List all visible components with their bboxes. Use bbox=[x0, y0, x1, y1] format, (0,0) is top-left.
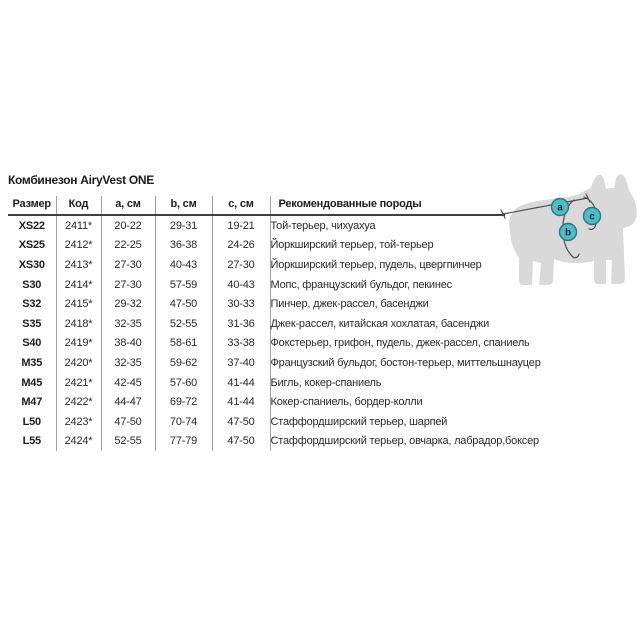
table-row bbox=[8, 236, 505, 256]
b-cm-cell: 29-31 bbox=[155, 215, 212, 236]
a-cm-cell: 38-40 bbox=[101, 334, 155, 354]
b-cm-cell: 36-38 bbox=[155, 236, 212, 256]
breeds-cell: Джек-рассел, китайская хохлатая, басенджи bbox=[270, 317, 490, 330]
header-b-cm: b, см bbox=[155, 196, 212, 215]
code-cell: 2415* bbox=[56, 294, 101, 314]
c-cm-cell: 33-38 bbox=[212, 334, 270, 354]
a-cm-cell: 42-45 bbox=[101, 373, 155, 393]
a-cm-cell: 52-55 bbox=[101, 432, 155, 452]
breeds-cell: Стаффордширский терьер, шарпей bbox=[270, 415, 448, 428]
size-table bbox=[8, 196, 541, 451]
b-cm-cell: 52-55 bbox=[155, 314, 212, 334]
code-cell: 2412* bbox=[56, 236, 101, 256]
code-cell: 2423* bbox=[56, 412, 101, 432]
table-row bbox=[8, 255, 505, 275]
table-row bbox=[8, 275, 505, 295]
point-b-label: b bbox=[564, 227, 572, 239]
point-c-label: c bbox=[589, 211, 595, 223]
size-cell: S35 bbox=[8, 314, 56, 334]
c-cm-cell: 19-21 bbox=[212, 215, 270, 236]
breeds-cell: Пинчер, джек-рассел, басенджи bbox=[270, 298, 429, 311]
a-cm-cell: 32-35 bbox=[101, 314, 155, 334]
header-size: Размер bbox=[8, 196, 56, 215]
b-cm-cell: 77-79 bbox=[155, 432, 212, 452]
a-cm-cell: 44-47 bbox=[101, 392, 155, 412]
breeds-cell: Фокстерьер, грифон, пудель, джек-рассел, спаниель bbox=[270, 337, 530, 350]
size-cell: S32 bbox=[8, 294, 56, 314]
size-cell: XS22 bbox=[8, 215, 56, 236]
point-a-label: a bbox=[557, 202, 563, 214]
a-cm-cell: 27-30 bbox=[101, 275, 155, 295]
b-cm-cell: 57-59 bbox=[155, 275, 212, 295]
code-cell: 2414* bbox=[56, 275, 101, 295]
size-cell: S40 bbox=[8, 334, 56, 354]
b-cm-cell: 58-61 bbox=[155, 334, 212, 354]
breeds-cell: Йоркширский терьер, пудель, цвергпинчер bbox=[270, 258, 482, 271]
b-cm-cell: 57-60 bbox=[155, 373, 212, 393]
size-cell: L55 bbox=[8, 432, 56, 452]
measure-point-b bbox=[560, 224, 577, 241]
a-cm-cell: 47-50 bbox=[101, 412, 155, 432]
a-cm-cell: 20-22 bbox=[101, 215, 155, 236]
code-cell: 2411* bbox=[56, 215, 101, 236]
c-cm-cell: 47-50 bbox=[212, 412, 270, 432]
table-row bbox=[8, 353, 505, 373]
size-cell: XS30 bbox=[8, 255, 56, 275]
size-cell: M45 bbox=[8, 373, 56, 393]
a-cm-cell: 32-35 bbox=[101, 353, 155, 373]
c-cm-cell: 27-30 bbox=[212, 255, 270, 275]
table-header-row bbox=[8, 196, 505, 215]
code-cell: 2420* bbox=[56, 353, 101, 373]
breeds-cell: Кокер-спаниель, бордер-колли bbox=[270, 396, 423, 409]
size-cell: L50 bbox=[8, 412, 56, 432]
size-cell: M47 bbox=[8, 392, 56, 412]
breeds-cell: Французский бульдог, бостон-терьер, миттельшнауцер bbox=[270, 356, 541, 369]
size-cell: S30 bbox=[8, 275, 56, 295]
code-cell: 2419* bbox=[56, 334, 101, 354]
b-cm-cell: 40-43 bbox=[155, 255, 212, 275]
b-cm-cell: 70-74 bbox=[155, 412, 212, 432]
header-code: Код bbox=[56, 196, 101, 215]
breeds-cell: Мопс, французский бульдог, пекинес bbox=[270, 278, 452, 291]
code-cell: 2418* bbox=[56, 314, 101, 334]
dog-measurement-diagram bbox=[498, 166, 640, 292]
code-cell: 2424* bbox=[56, 432, 101, 452]
measure-point-c bbox=[584, 208, 601, 225]
size-cell: XS25 bbox=[8, 236, 56, 256]
c-cm-cell: 40-43 bbox=[212, 275, 270, 295]
code-cell: 2413* bbox=[56, 255, 101, 275]
a-cm-cell: 29-32 bbox=[101, 294, 155, 314]
breeds-cell: Той-терьер, чихуахуа bbox=[270, 219, 376, 232]
table-row bbox=[8, 392, 505, 412]
measure-point-a bbox=[552, 199, 569, 216]
code-cell: 2421* bbox=[56, 373, 101, 393]
table-row bbox=[8, 294, 505, 314]
c-cm-cell: 41-44 bbox=[212, 373, 270, 393]
breeds-cell: Стаффордширский терьер, овчарка, лабрадор,боксер bbox=[270, 435, 539, 448]
a-cm-cell: 22-25 bbox=[101, 236, 155, 256]
header-breeds: Рекомендованные породы bbox=[270, 196, 505, 215]
c-cm-cell: 31-36 bbox=[212, 314, 270, 334]
page-title: Комбинезон AiryVest ONE bbox=[8, 173, 154, 187]
b-cm-cell: 69-72 bbox=[155, 392, 212, 412]
c-cm-cell: 47-50 bbox=[212, 432, 270, 452]
header-a-cm: a, см bbox=[101, 196, 155, 215]
table-row bbox=[8, 432, 505, 452]
c-cm-cell: 24-26 bbox=[212, 236, 270, 256]
table-row bbox=[8, 334, 505, 354]
b-cm-cell: 47-50 bbox=[155, 294, 212, 314]
breeds-cell: Бигль, кокер-спаниель bbox=[270, 376, 382, 389]
breeds-cell: Йоркширский терьер, той-терьер bbox=[270, 239, 434, 252]
code-cell: 2422* bbox=[56, 392, 101, 412]
c-cm-cell: 41-44 bbox=[212, 392, 270, 412]
header-c-cm: c, см bbox=[212, 196, 270, 215]
size-cell: M35 bbox=[8, 353, 56, 373]
c-cm-cell: 37-40 bbox=[212, 353, 270, 373]
c-cm-cell: 30-33 bbox=[212, 294, 270, 314]
table-row bbox=[8, 412, 505, 432]
b-cm-cell: 59-62 bbox=[155, 353, 212, 373]
table-row bbox=[8, 373, 505, 393]
a-cm-cell: 27-30 bbox=[101, 255, 155, 275]
table-row bbox=[8, 314, 505, 334]
table-row bbox=[8, 215, 505, 236]
